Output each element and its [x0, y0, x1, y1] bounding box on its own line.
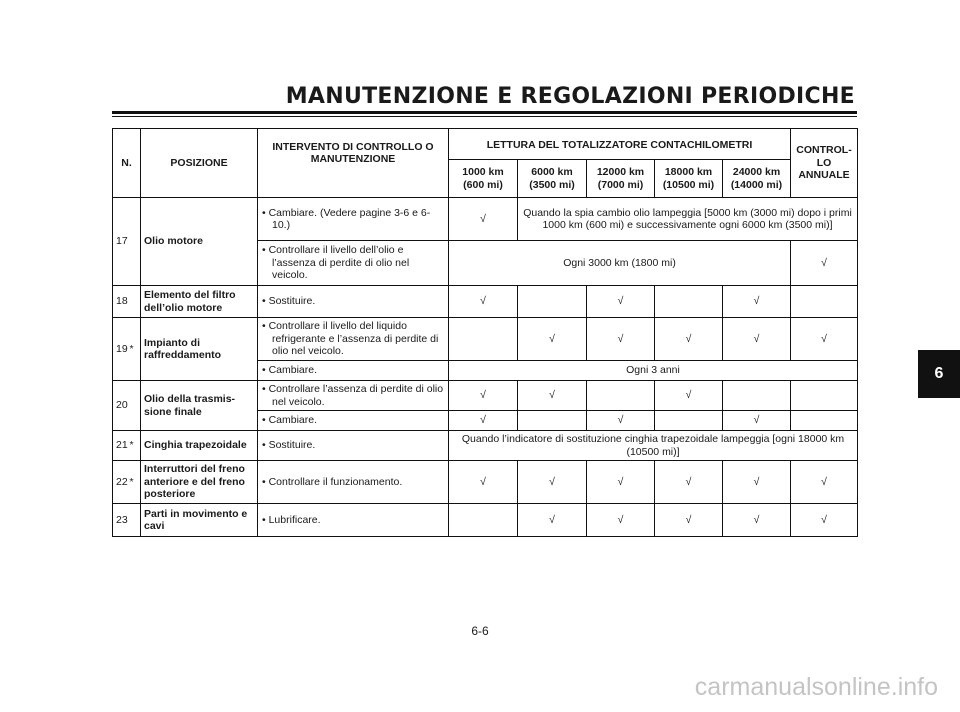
check-mark: √	[587, 504, 655, 537]
header-rule-thin	[112, 116, 857, 117]
row-action: • Cambiare. (Vedere pagine 3-6 e 6-10.)	[258, 198, 449, 241]
table-row-17	[113, 198, 858, 241]
row-action: • Controllare il livello dell’olio e l’assenza di perdite di olio nel veicolo.	[258, 241, 449, 286]
row-action: • Sostituire.	[258, 286, 449, 318]
check-mark: √	[518, 461, 587, 504]
row-number: 18	[113, 286, 129, 318]
check-mark: √	[449, 461, 518, 504]
row-position: Olio motore	[141, 198, 258, 286]
empty-cell	[518, 411, 587, 431]
row-action: • Cambiare.	[258, 411, 449, 431]
row-star	[129, 504, 141, 537]
row-note: Ogni 3 anni	[449, 361, 858, 381]
row-star: *	[129, 318, 141, 381]
check-mark: √	[587, 318, 655, 361]
check-mark: √	[723, 286, 791, 318]
maintenance-table	[112, 128, 858, 537]
row-star: *	[129, 431, 141, 461]
empty-cell	[449, 504, 518, 537]
empty-cell	[518, 286, 587, 318]
header-interval-12000: 12000 km (7000 mi)	[587, 160, 655, 198]
chapter-tab: 6	[918, 350, 960, 398]
header-interval-1000: 1000 km (600 mi)	[449, 160, 518, 198]
check-mark: √	[518, 318, 587, 361]
row-star: *	[129, 461, 141, 504]
empty-cell	[655, 411, 723, 431]
check-mark: √	[723, 411, 791, 431]
header-interval-24000: 24000 km (14000 mi)	[723, 160, 791, 198]
check-mark: √	[587, 286, 655, 318]
row-action: • Sostituire.	[258, 431, 449, 461]
check-mark: √	[449, 411, 518, 431]
header-interval-6000: 6000 km (3500 mi)	[518, 160, 587, 198]
check-mark: √	[587, 411, 655, 431]
row-star	[129, 381, 141, 431]
header-position: POSIZIONE	[141, 129, 258, 198]
table-row-21	[113, 431, 858, 461]
check-mark: √	[518, 504, 587, 537]
check-mark: √	[655, 504, 723, 537]
header-odometer: LETTURA DEL TOTALIZZATORE CONTACHILOMETRI	[449, 129, 791, 160]
empty-cell	[791, 411, 858, 431]
row-number: 23	[113, 504, 129, 537]
row-number: 20	[113, 381, 129, 431]
row-star	[129, 198, 141, 286]
header-rule-thick	[112, 111, 857, 114]
check-mark: √	[723, 461, 791, 504]
row-note: Quando l’indicatore di sostituzione cinghia trapezoidale lampeggia [ogni 18000 km (10500 mi)]	[449, 431, 858, 461]
table-row-19	[113, 318, 858, 361]
row-position: Cinghia trapezoidale	[141, 431, 258, 461]
header-annual-check: CONTROL-LO ANNUALE	[791, 129, 858, 198]
row-action: • Controllare il funzionamento.	[258, 461, 449, 504]
check-mark: √	[791, 461, 858, 504]
row-position: Olio della trasmis-sione finale	[141, 381, 258, 431]
page-number: 6-6	[471, 624, 489, 638]
empty-cell	[791, 381, 858, 411]
check-mark: √	[655, 461, 723, 504]
row-number: 17	[113, 198, 129, 286]
row-number: 21	[113, 431, 129, 461]
row-position: Impianto di raffreddamento	[141, 318, 258, 381]
watermark: carmanualsonline.info	[694, 673, 938, 701]
empty-cell	[587, 381, 655, 411]
check-mark: √	[723, 504, 791, 537]
table-row-18	[113, 286, 858, 318]
page-title: MANUTENZIONE E REGOLAZIONI PERIODICHE	[285, 84, 855, 109]
row-action: • Lubrificare.	[258, 504, 449, 537]
row-action: • Controllare l’assenza di perdite di olio nel veicolo.	[258, 381, 449, 411]
check-mark: √	[791, 318, 858, 361]
empty-cell	[791, 286, 858, 318]
row-position: Parti in movimento e cavi	[141, 504, 258, 537]
table-row-22	[113, 461, 858, 504]
row-number: 19	[113, 318, 129, 381]
check-mark: √	[655, 318, 723, 361]
empty-cell	[449, 318, 518, 361]
empty-cell	[723, 381, 791, 411]
row-note: Ogni 3000 km (1800 mi)	[449, 241, 791, 286]
row-action: • Cambiare.	[258, 361, 449, 381]
row-position: Interruttori del freno anteriore e del freno posteriore	[141, 461, 258, 504]
header-number: N.	[113, 129, 141, 198]
row-position: Elemento del filtro dell’olio motore	[141, 286, 258, 318]
check-mark: √	[723, 318, 791, 361]
row-number: 22	[113, 461, 129, 504]
check-mark: √	[449, 381, 518, 411]
table-header-row	[113, 129, 858, 160]
empty-cell	[655, 286, 723, 318]
table-row-23	[113, 504, 858, 537]
row-note: Quando la spia cambio olio lampeggia [5000 km (3000 mi) dopo i primi 1000 km (600 mi) e successivamente ogni 6000 km (3500 mi)]	[518, 198, 858, 241]
check-mark: √	[791, 241, 858, 286]
check-mark: √	[655, 381, 723, 411]
row-action: • Controllare il livello del liquido refrigerante e l’assenza di perdite di olio nel veicolo.	[258, 318, 449, 361]
table-row-20	[113, 381, 858, 411]
check-mark: √	[449, 286, 518, 318]
check-mark: √	[791, 504, 858, 537]
check-mark: √	[587, 461, 655, 504]
header-interval-18000: 18000 km (10500 mi)	[655, 160, 723, 198]
check-mark: √	[518, 381, 587, 411]
row-star	[129, 286, 141, 318]
header-intervention: INTERVENTO DI CONTROLLO O MANUTENZIONE	[258, 129, 449, 198]
check-mark: √	[449, 198, 518, 241]
